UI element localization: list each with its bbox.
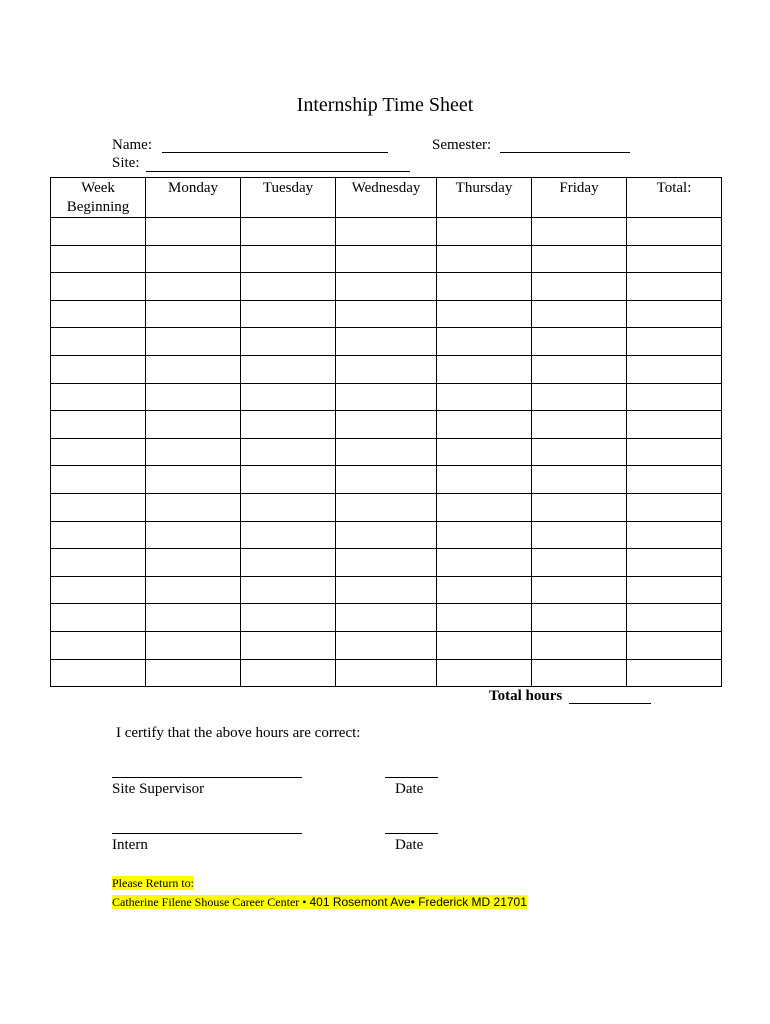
table-cell[interactable] <box>241 549 336 577</box>
table-row <box>51 328 722 356</box>
table-cell[interactable] <box>336 328 437 356</box>
table-row <box>51 300 722 328</box>
table-cell[interactable] <box>241 576 336 604</box>
table-cell[interactable] <box>51 631 146 659</box>
table-cell[interactable] <box>532 521 627 549</box>
table-row <box>51 521 722 549</box>
table-row <box>51 218 722 246</box>
table-row <box>51 355 722 383</box>
table-cell[interactable] <box>241 604 336 632</box>
table-cell[interactable] <box>241 659 336 687</box>
table-cell[interactable] <box>146 604 241 632</box>
semester-field[interactable] <box>500 152 630 153</box>
table-row <box>51 549 722 577</box>
table-row <box>51 273 722 301</box>
table-cell[interactable] <box>146 355 241 383</box>
table-cell[interactable] <box>627 549 722 577</box>
table-cell[interactable] <box>241 300 336 328</box>
table-cell[interactable] <box>532 493 627 521</box>
table-row <box>51 604 722 632</box>
semester-label: Semester: <box>432 137 492 153</box>
table-cell[interactable] <box>336 604 437 632</box>
table-cell[interactable] <box>437 328 532 356</box>
table-cell[interactable] <box>241 631 336 659</box>
site-field[interactable] <box>146 171 410 172</box>
supervisor-label: Site Supervisor <box>112 781 205 797</box>
table-cell[interactable] <box>437 355 532 383</box>
table-cell[interactable] <box>51 466 146 494</box>
table-cell[interactable] <box>51 549 146 577</box>
table-cell[interactable] <box>532 245 627 273</box>
table-cell[interactable] <box>437 300 532 328</box>
table-cell[interactable] <box>627 466 722 494</box>
table-cell[interactable] <box>51 328 146 356</box>
table-cell[interactable] <box>336 438 437 466</box>
table-cell[interactable] <box>627 218 722 246</box>
table-row <box>51 493 722 521</box>
table-cell[interactable] <box>241 521 336 549</box>
table-cell[interactable] <box>146 576 241 604</box>
table-cell[interactable] <box>336 411 437 439</box>
table-cell[interactable] <box>437 659 532 687</box>
table-cell[interactable] <box>532 659 627 687</box>
table-cell[interactable] <box>336 493 437 521</box>
table-cell[interactable] <box>336 355 437 383</box>
table-cell[interactable] <box>532 328 627 356</box>
time-sheet-table <box>50 177 722 687</box>
table-cell[interactable] <box>146 218 241 246</box>
table-cell[interactable] <box>627 411 722 439</box>
table-cell[interactable] <box>51 659 146 687</box>
table-cell[interactable] <box>627 604 722 632</box>
table-cell[interactable] <box>437 273 532 301</box>
table-cell[interactable] <box>627 493 722 521</box>
table-cell[interactable] <box>146 245 241 273</box>
table-cell[interactable] <box>241 466 336 494</box>
table-cell[interactable] <box>241 273 336 301</box>
table-cell[interactable] <box>627 383 722 411</box>
table-cell[interactable] <box>51 383 146 411</box>
table-cell[interactable] <box>532 549 627 577</box>
table-cell[interactable] <box>437 521 532 549</box>
table-cell[interactable] <box>336 273 437 301</box>
table-cell[interactable] <box>146 493 241 521</box>
table-cell[interactable] <box>532 273 627 301</box>
certify-text: I certify that the above hours are correct: <box>116 725 361 741</box>
table-cell[interactable] <box>241 245 336 273</box>
table-cell[interactable] <box>532 218 627 246</box>
table-cell[interactable] <box>437 218 532 246</box>
table-cell[interactable] <box>241 383 336 411</box>
intern-label: Intern <box>112 837 148 853</box>
table-cell[interactable] <box>51 521 146 549</box>
table-cell[interactable] <box>336 218 437 246</box>
table-cell[interactable] <box>146 383 241 411</box>
header-wednesday: Wednesday <box>336 178 437 218</box>
table-cell[interactable] <box>532 466 627 494</box>
table-cell[interactable] <box>51 604 146 632</box>
table-cell[interactable] <box>437 438 532 466</box>
table-cell[interactable] <box>336 521 437 549</box>
table-cell[interactable] <box>532 355 627 383</box>
table-row <box>51 245 722 273</box>
intern-signature-line[interactable] <box>112 833 302 834</box>
table-cell[interactable] <box>437 383 532 411</box>
table-cell[interactable] <box>51 273 146 301</box>
name-label: Name: <box>112 137 152 153</box>
return-address <box>112 895 527 909</box>
total-hours-label: Total hours <box>489 688 563 704</box>
return-info <box>112 874 527 911</box>
table-cell[interactable] <box>51 576 146 604</box>
table-cell[interactable] <box>241 411 336 439</box>
table-cell[interactable] <box>627 659 722 687</box>
supervisor-date-line[interactable] <box>385 777 438 778</box>
return-heading: Please Return to: <box>112 876 194 890</box>
table-cell[interactable] <box>532 300 627 328</box>
table-cell[interactable] <box>146 659 241 687</box>
table-cell[interactable] <box>627 355 722 383</box>
page-title: Internship Time Sheet <box>296 94 474 116</box>
header-friday: Friday <box>532 178 627 218</box>
table-cell[interactable] <box>532 383 627 411</box>
table-cell[interactable] <box>241 355 336 383</box>
header-tuesday: Tuesday <box>241 178 336 218</box>
street-address: 401 Rosemont Ave• Frederick MD 21701 <box>309 895 527 909</box>
supervisor-date-label: Date <box>395 781 424 797</box>
table-cell[interactable] <box>437 604 532 632</box>
table-cell[interactable] <box>241 218 336 246</box>
table-cell[interactable] <box>437 576 532 604</box>
table-cell[interactable] <box>146 411 241 439</box>
intern-date-line[interactable] <box>385 833 438 834</box>
table-cell[interactable] <box>51 300 146 328</box>
table-cell[interactable] <box>532 411 627 439</box>
table-cell[interactable] <box>437 466 532 494</box>
table-row <box>51 438 722 466</box>
table-cell[interactable] <box>627 631 722 659</box>
header-thursday: Thursday <box>437 178 532 218</box>
table-cell[interactable] <box>437 245 532 273</box>
table-cell[interactable] <box>51 438 146 466</box>
table-cell[interactable] <box>146 438 241 466</box>
table-cell[interactable] <box>627 438 722 466</box>
table-cell[interactable] <box>532 438 627 466</box>
table-cell[interactable] <box>336 466 437 494</box>
site-label: Site: <box>112 155 140 171</box>
table-row <box>51 383 722 411</box>
table-cell[interactable] <box>336 549 437 577</box>
table-cell[interactable] <box>146 466 241 494</box>
table-cell[interactable] <box>627 300 722 328</box>
table-cell[interactable] <box>336 383 437 411</box>
table-cell[interactable] <box>146 273 241 301</box>
intern-date-label: Date <box>395 837 424 853</box>
table-row <box>51 466 722 494</box>
career-center-name: Catherine Filene Shouse Career Center • <box>112 895 310 909</box>
table-cell[interactable] <box>51 218 146 246</box>
header-monday: Monday <box>146 178 241 218</box>
table-cell[interactable] <box>146 631 241 659</box>
table-cell[interactable] <box>627 245 722 273</box>
table-row <box>51 659 722 687</box>
table-row <box>51 411 722 439</box>
supervisor-signature-line[interactable] <box>112 777 302 778</box>
table-cell[interactable] <box>627 273 722 301</box>
table-cell[interactable] <box>146 549 241 577</box>
table-cell[interactable] <box>532 604 627 632</box>
table-header-row <box>51 178 722 218</box>
table-cell[interactable] <box>336 631 437 659</box>
table-cell[interactable] <box>532 631 627 659</box>
table-cell[interactable] <box>146 300 241 328</box>
table-cell[interactable] <box>336 659 437 687</box>
table-cell[interactable] <box>51 493 146 521</box>
table-cell[interactable] <box>627 328 722 356</box>
table-cell[interactable] <box>437 493 532 521</box>
table-cell[interactable] <box>336 245 437 273</box>
table-cell[interactable] <box>437 549 532 577</box>
table-cell[interactable] <box>51 355 146 383</box>
table-row <box>51 631 722 659</box>
table-cell[interactable] <box>336 576 437 604</box>
table-cell[interactable] <box>627 521 722 549</box>
header-week-beginning: Week Beginning <box>51 178 146 218</box>
table-cell[interactable] <box>241 493 336 521</box>
table-cell[interactable] <box>437 631 532 659</box>
table-cell[interactable] <box>146 328 241 356</box>
header-total: Total: <box>627 178 722 218</box>
table-cell[interactable] <box>146 521 241 549</box>
table-cell[interactable] <box>241 328 336 356</box>
table-cell[interactable] <box>51 245 146 273</box>
table-cell[interactable] <box>51 411 146 439</box>
table-cell[interactable] <box>241 438 336 466</box>
total-hours-field[interactable] <box>569 703 651 704</box>
table-cell[interactable] <box>532 576 627 604</box>
table-cell[interactable] <box>437 411 532 439</box>
name-field[interactable] <box>162 152 388 153</box>
table-cell[interactable] <box>336 300 437 328</box>
table-cell[interactable] <box>627 576 722 604</box>
table-row <box>51 576 722 604</box>
